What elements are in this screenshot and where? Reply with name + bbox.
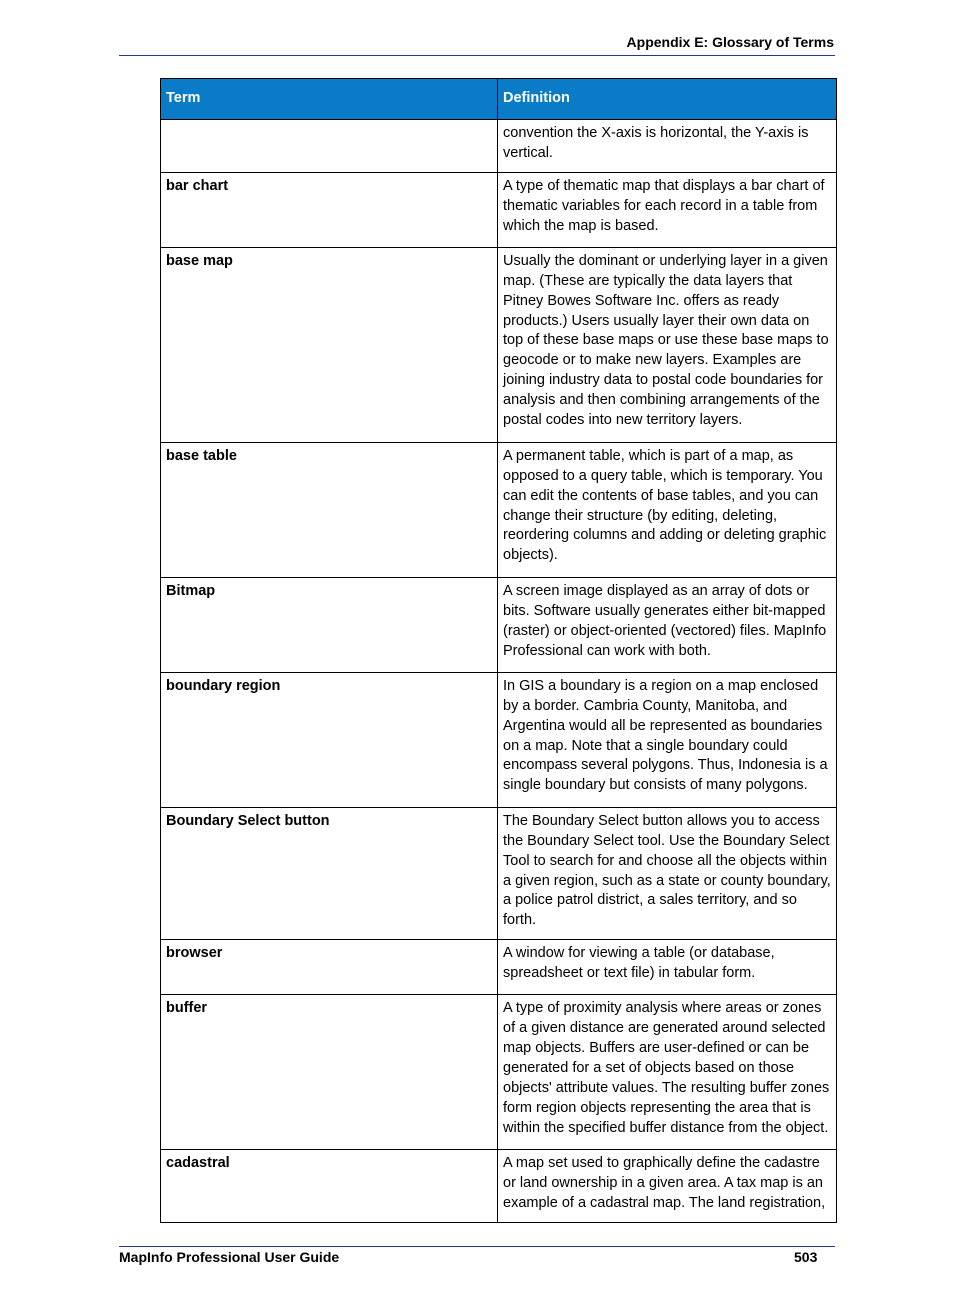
- table-row: [161, 807, 837, 939]
- table-row: [161, 672, 837, 807]
- table-header-row: [161, 79, 837, 120]
- definition-cell: The Boundary Select button allows you to access the Boundary Select tool. Use the Boundary Select Tool to search for and choose all the objects within a given region, such as a state or county boundary, a police patrol district, a sales territory, and so forth.: [498, 807, 837, 939]
- definition-cell: In GIS a boundary is a region on a map enclosed by a border. Cambria County, Manitoba, and Argentina would all be represented as boundaries on a map. Note that a single boundary could encompass several polygons. Thus, Indonesia is a single boundary but consists of many polygons.: [498, 672, 837, 807]
- definition-cell: Usually the dominant or underlying layer in a given map. (These are typically the data layers that Pitney Bowes Software Inc. offers as ready products.) Users usually layer their own data on top of these base maps or use these base maps to geocode or to make new layers. Examples are joining industry data to postal code boundaries for analysis and then combining arrangements of the postal codes into new territory layers.: [498, 247, 837, 442]
- definition-cell: A permanent table, which is part of a map, as opposed to a query table, which is temporary. You can edit the contents of base tables, and you can change their structure (by editing, deleting, reordering columns and adding or deleting graphic objects).: [498, 442, 837, 577]
- definition-cell: A type of thematic map that displays a bar chart of thematic variables for each record in a table from which the map is based.: [498, 172, 837, 247]
- table-row: [161, 442, 837, 577]
- term-cell: browser: [161, 940, 498, 995]
- term-cell: Boundary Select button: [161, 807, 498, 939]
- definition-cell: A window for viewing a table (or database, spreadsheet or text file) in tabular form.: [498, 940, 837, 995]
- table-row: [161, 577, 837, 672]
- table-row: [161, 1150, 837, 1223]
- definition-cell: convention the X-axis is horizontal, the Y-axis is vertical.: [498, 120, 837, 173]
- page-number: 503: [794, 1249, 818, 1265]
- term-cell: [161, 120, 498, 173]
- running-header-title: Appendix E: Glossary of Terms: [626, 34, 834, 50]
- table-row: [161, 120, 837, 173]
- definition-cell: A screen image displayed as an array of dots or bits. Software usually generates either bit-mapped (raster) or object-oriented (vectored) files. MapInfo Professional can work with both.: [498, 577, 837, 672]
- footer-guide-title: MapInfo Professional User Guide: [119, 1249, 340, 1265]
- term-cell: Bitmap: [161, 577, 498, 672]
- table-row: [161, 247, 837, 442]
- table-row: [161, 172, 837, 247]
- term-cell: cadastral: [161, 1150, 498, 1223]
- term-cell: buffer: [161, 995, 498, 1150]
- term-cell: boundary region: [161, 672, 498, 807]
- glossary-table: [160, 78, 837, 1223]
- footer-divider: [119, 1246, 835, 1247]
- table-row: [161, 995, 837, 1150]
- column-header-term: Term: [161, 79, 498, 120]
- header-divider: [119, 55, 835, 56]
- term-cell: bar chart: [161, 172, 498, 247]
- term-cell: base map: [161, 247, 498, 442]
- definition-cell: A type of proximity analysis where areas or zones of a given distance are generated around selected map objects. Buffers are user-defined or can be generated for a set of objects based on those objects' attribute values. The resulting buffer zones form region objects representing the area that is within the specified buffer distance from the object.: [498, 995, 837, 1150]
- column-header-definition: Definition: [498, 79, 837, 120]
- term-cell: base table: [161, 442, 498, 577]
- definition-cell: A map set used to graphically define the cadastre or land ownership in a given area. A tax map is an example of a cadastral map. The land registration,: [498, 1150, 837, 1223]
- table-row: [161, 940, 837, 995]
